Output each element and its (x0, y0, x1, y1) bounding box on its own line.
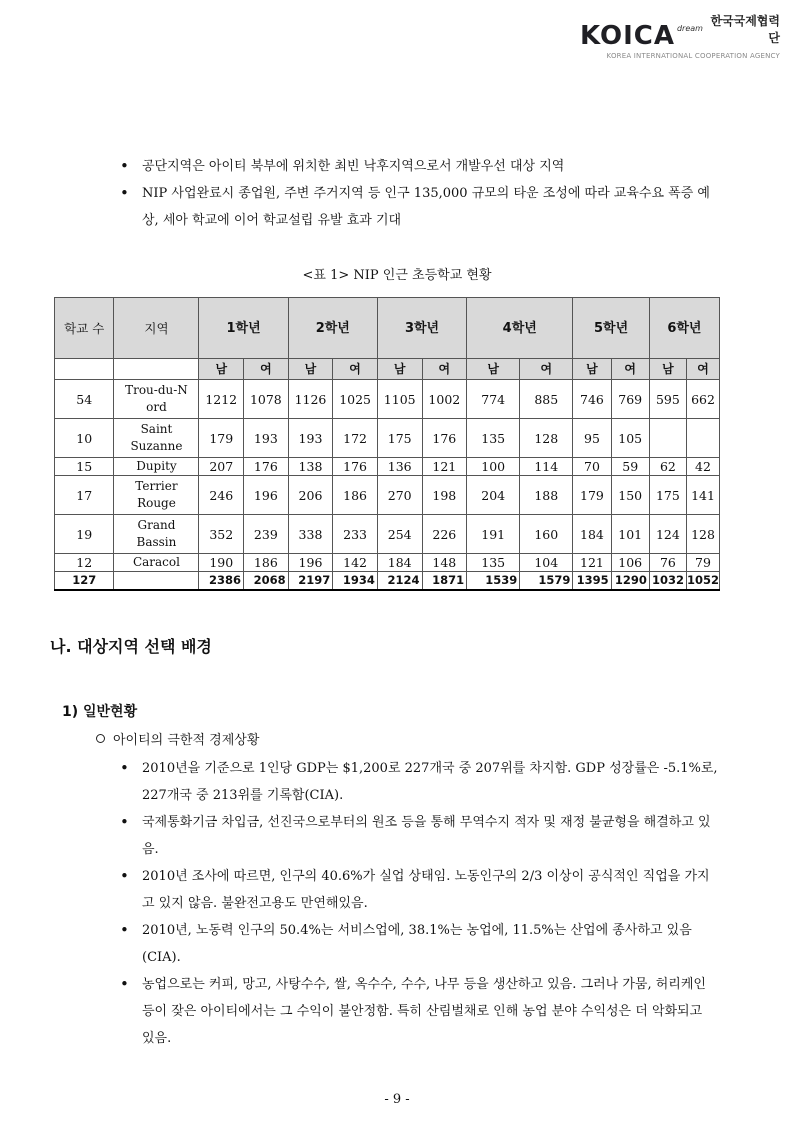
region-name-line: Rouge (137, 496, 176, 510)
student-count-cell: 138 (288, 458, 333, 476)
region-cell (114, 419, 199, 458)
header-school-count: 학교 수 (55, 298, 114, 359)
student-count-cell: 105 (611, 419, 649, 458)
student-count-cell: 176 (333, 458, 378, 476)
table-row (55, 458, 720, 476)
student-count-cell: 114 (520, 458, 573, 476)
header-female: 여 (422, 359, 467, 380)
student-count-cell: 76 (649, 554, 686, 572)
student-count-cell: 121 (573, 554, 611, 572)
empty-cell (114, 572, 199, 591)
student-count-cell: 246 (199, 476, 244, 515)
student-count-cell: 190 (199, 554, 244, 572)
student-count-cell: 42 (687, 458, 720, 476)
total-school-count-cell: 127 (55, 572, 114, 591)
header-grade-3: 3학년 (377, 298, 466, 359)
student-count-cell: 175 (649, 476, 686, 515)
subsection-title: 1) 일반현황 (62, 704, 138, 720)
header-male: 남 (467, 359, 520, 380)
table-row (55, 554, 720, 572)
student-count-cell: 121 (422, 458, 467, 476)
empty-cell (55, 359, 114, 380)
student-count-cell: 338 (288, 515, 333, 554)
region-name-line: Dupity (136, 459, 177, 473)
total-count-cell: 1934 (333, 572, 378, 591)
header-grade-1: 1학년 (199, 298, 288, 359)
bullet-item: • 2010년, 노동력 인구의 50.4%는 서비스업에, 38.1%는 농업에, 11.5%는 산업에 종사하고 있음(CIA). (118, 917, 718, 971)
table-caption: <표 1> NIP 인근 초등학교 현황 (302, 268, 492, 283)
table-row (55, 419, 720, 458)
student-count-cell: 193 (244, 419, 289, 458)
total-count-cell: 2124 (377, 572, 422, 591)
region-name-line: Grand (137, 518, 176, 532)
student-count-cell: 1105 (377, 380, 422, 419)
student-count-cell: 196 (288, 554, 333, 572)
student-count-cell: 148 (422, 554, 467, 572)
circle-item-text: 아이티의 극한적 경제상황 (113, 733, 260, 748)
student-count-cell: 774 (467, 380, 520, 419)
student-count-cell: 270 (377, 476, 422, 515)
school-count-cell: 15 (55, 458, 114, 476)
header-male: 남 (199, 359, 244, 380)
student-count-cell: 136 (377, 458, 422, 476)
student-count-cell: 746 (573, 380, 611, 419)
header-male: 남 (288, 359, 333, 380)
header-grade-2: 2학년 (288, 298, 377, 359)
student-count-cell: 198 (422, 476, 467, 515)
circle-list-item (96, 729, 259, 748)
student-count-cell: 352 (199, 515, 244, 554)
total-count-cell: 2197 (288, 572, 333, 591)
student-count-cell: 150 (611, 476, 649, 515)
logo-korean-name: 한국국제협력단 (710, 14, 780, 45)
student-count-cell: 186 (244, 554, 289, 572)
student-count-cell: 128 (687, 515, 720, 554)
student-count-cell: 184 (377, 554, 422, 572)
header-region: 지역 (114, 298, 199, 359)
student-count-cell: 1126 (288, 380, 333, 419)
student-count-cell: 1002 (422, 380, 467, 419)
region-name-line: ord (146, 400, 167, 414)
total-count-cell: 2386 (199, 572, 244, 591)
student-count-cell: 128 (520, 419, 573, 458)
bullet-item: • 공단지역은 아이티 북부에 위치한 최빈 낙후지역으로서 개발우선 대상 지역 (118, 153, 718, 180)
table-row (55, 515, 720, 554)
school-count-cell: 54 (55, 380, 114, 419)
table-total-row (55, 572, 720, 591)
total-count-cell: 1871 (422, 572, 467, 591)
student-count-cell: 254 (377, 515, 422, 554)
student-count-cell: 885 (520, 380, 573, 419)
student-count-cell: 100 (467, 458, 520, 476)
student-count-cell: 135 (467, 554, 520, 572)
student-count-cell: 176 (244, 458, 289, 476)
region-cell (114, 380, 199, 419)
student-count-cell: 141 (687, 476, 720, 515)
header-grade-4: 4학년 (467, 298, 573, 359)
student-count-cell: 226 (422, 515, 467, 554)
bullet-item: • 2010년을 기준으로 1인당 GDP는 $1,200로 227개국 중 207위를 차지함. GDP 성장률은 -5.1%로, 227개국 중 213위를 기록함(CIA). (118, 755, 718, 809)
header-grade-5: 5학년 (573, 298, 649, 359)
table-header-row (55, 298, 720, 359)
bullet-item: • NIP 사업완료시 종업원, 주변 주거지역 등 인구 135,000 규모의 타운 조성에 따라 교육수요 폭증 예상, 세아 학교에 이어 학교설립 유발 효과 기대 (118, 180, 718, 234)
student-count-cell: 175 (377, 419, 422, 458)
student-count-cell: 206 (288, 476, 333, 515)
total-count-cell: 1032 (649, 572, 686, 591)
bullet-item: • 국제통화기금 차입금, 선진국으로부터의 원조 등을 통해 무역수지 적자 및 재정 불균형을 해결하고 있음. (118, 809, 718, 863)
section-title: 나. 대상지역 선택 배경 (50, 637, 212, 656)
table-row (55, 380, 720, 419)
header-female: 여 (611, 359, 649, 380)
student-count-cell: 239 (244, 515, 289, 554)
total-count-cell: 1052 (687, 572, 720, 591)
region-cell (114, 458, 199, 476)
student-count-cell: 1025 (333, 380, 378, 419)
logo-superscript: dream (676, 24, 703, 33)
header-grade-6: 6학년 (649, 298, 719, 359)
total-count-cell: 1290 (611, 572, 649, 591)
student-count-cell: 184 (573, 515, 611, 554)
logo-wordmark: KOICA (580, 21, 675, 51)
bullet-item: • 농업으로는 커피, 망고, 사탕수수, 쌀, 옥수수, 수수, 나무 등을 생산하고 있음. 그러나 가뭄, 허리케인 등이 잦은 아이티에서는 그 수익이 불안정함. 특히 산림벌채로 인해 농업 분야 수익성은 더 악화되고 있음. (118, 971, 718, 1052)
header-male: 남 (377, 359, 422, 380)
student-count-cell: 196 (244, 476, 289, 515)
table-gender-row (55, 359, 720, 380)
total-count-cell: 1579 (520, 572, 573, 591)
student-count-cell: 106 (611, 554, 649, 572)
student-count-cell: 79 (687, 554, 720, 572)
student-count-cell: 62 (649, 458, 686, 476)
school-count-cell: 10 (55, 419, 114, 458)
economy-bullet-list (118, 755, 718, 1052)
total-count-cell: 2068 (244, 572, 289, 591)
student-count-cell: 95 (573, 419, 611, 458)
region-name-line: Suzanne (130, 439, 183, 453)
student-count-cell: 59 (611, 458, 649, 476)
region-name-line: Bassin (136, 535, 177, 549)
student-count-cell: 204 (467, 476, 520, 515)
student-count-cell: 1078 (244, 380, 289, 419)
region-cell (114, 476, 199, 515)
student-count-cell: 172 (333, 419, 378, 458)
student-count-cell: 193 (288, 419, 333, 458)
bullet-item: • 2010년 조사에 따르면, 인구의 40.6%가 실업 상태임. 노동인구의 2/3 이상이 공식적인 직업을 가지고 있지 않음. 불완전고용도 만연해있음. (118, 863, 718, 917)
student-count-cell: 595 (649, 380, 686, 419)
student-count-cell (687, 419, 720, 458)
student-count-cell: 188 (520, 476, 573, 515)
page-number: - 9 - (384, 1092, 410, 1107)
header-female: 여 (333, 359, 378, 380)
student-count-cell: 769 (611, 380, 649, 419)
logo-english-name: KOREA INTERNATIONAL COOPERATION AGENCY (606, 52, 780, 60)
header-female: 여 (520, 359, 573, 380)
student-count-cell: 104 (520, 554, 573, 572)
student-count-cell: 233 (333, 515, 378, 554)
header-female: 여 (244, 359, 289, 380)
student-count-cell: 176 (422, 419, 467, 458)
schools-table (54, 297, 720, 591)
student-count-cell: 179 (199, 419, 244, 458)
total-count-cell: 1539 (467, 572, 520, 591)
intro-bullet-list (118, 153, 718, 234)
header-female: 여 (687, 359, 720, 380)
student-count-cell: 135 (467, 419, 520, 458)
header-male: 남 (573, 359, 611, 380)
student-count-cell: 124 (649, 515, 686, 554)
region-cell (114, 554, 199, 572)
empty-cell (114, 359, 199, 380)
region-name-line: Caracol (132, 555, 180, 569)
region-cell (114, 515, 199, 554)
student-count-cell: 142 (333, 554, 378, 572)
student-count-cell: 207 (199, 458, 244, 476)
student-count-cell: 191 (467, 515, 520, 554)
header-male: 남 (649, 359, 686, 380)
region-name-line: Trou-du-N (125, 383, 188, 397)
region-name-line: Terrier (135, 479, 178, 493)
student-count-cell: 186 (333, 476, 378, 515)
school-count-cell: 17 (55, 476, 114, 515)
school-count-cell: 19 (55, 515, 114, 554)
koica-logo (580, 12, 780, 60)
student-count-cell: 70 (573, 458, 611, 476)
school-count-cell: 12 (55, 554, 114, 572)
table-row (55, 476, 720, 515)
student-count-cell: 179 (573, 476, 611, 515)
circle-bullet-icon (96, 734, 105, 743)
student-count-cell: 1212 (199, 380, 244, 419)
student-count-cell: 662 (687, 380, 720, 419)
student-count-cell: 101 (611, 515, 649, 554)
student-count-cell: 160 (520, 515, 573, 554)
region-name-line: Saint (140, 422, 173, 436)
total-count-cell: 1395 (573, 572, 611, 591)
student-count-cell (649, 419, 686, 458)
